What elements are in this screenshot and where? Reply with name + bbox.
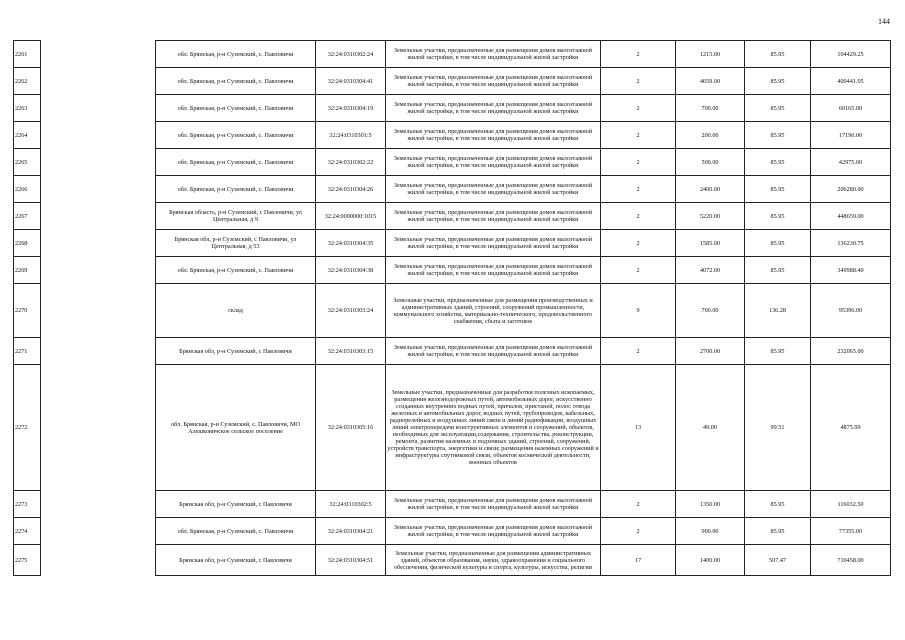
area-cell: 900.00 xyxy=(676,518,745,545)
address-cell: обл. Брянская, р-н Суземский, с. Павловичи xyxy=(156,176,316,203)
table-row xyxy=(14,68,891,95)
spacer-cell xyxy=(41,149,156,176)
cadastral-number-cell: 32:24:0310303:24 xyxy=(316,284,386,338)
table-row xyxy=(14,491,891,518)
area-cell: 5220.00 xyxy=(676,203,745,230)
cadastral-number-cell: 32:24:0310304:38 xyxy=(316,257,386,284)
group-code-cell: 2 xyxy=(601,338,676,365)
area-cell: 49.00 xyxy=(676,365,745,491)
group-code-cell: 2 xyxy=(601,176,676,203)
specific-value-cell: 85.95 xyxy=(745,122,811,149)
cadastral-value-cell: 17190.00 xyxy=(811,122,891,149)
spacer-cell xyxy=(41,230,156,257)
area-cell: 500.00 xyxy=(676,149,745,176)
address-cell: обл. Брянская, р-н Суземский, с. Павловичи xyxy=(156,68,316,95)
spacer-cell xyxy=(41,41,156,68)
spacer-cell xyxy=(41,95,156,122)
group-code-cell: 9 xyxy=(601,284,676,338)
table-row xyxy=(14,257,891,284)
row-number: 2272 xyxy=(14,365,41,491)
cadastral-value-cell: 710458.00 xyxy=(811,545,891,576)
permitted-use-cell: Земельные участки, предназначенные для размещения домов малоэтажной жилой застройки, в том числе индивидуальной жилой застройки xyxy=(386,518,601,545)
address-cell: обл. Брянская, р-н Суземский, с. Павловичи xyxy=(156,257,316,284)
permitted-use-cell: Земельные участки, предназначенные для размещения домов малоэтажной жилой застройки, в том числе индивидуальной жилой застройки xyxy=(386,41,601,68)
row-number: 2267 xyxy=(14,203,41,230)
page-number: 144 xyxy=(878,17,890,26)
group-code-cell: 2 xyxy=(601,230,676,257)
specific-value-cell: 85.95 xyxy=(745,257,811,284)
cadastral-value-cell: 349988.40 xyxy=(811,257,891,284)
group-code-cell: 2 xyxy=(601,518,676,545)
cadastral-number-cell: 32:24:0310304:19 xyxy=(316,95,386,122)
row-number: 2265 xyxy=(14,149,41,176)
address-cell: обл. Брянская, р-н Суземский, с. Павловичи xyxy=(156,122,316,149)
cadastral-value-cell: 116032.50 xyxy=(811,491,891,518)
table-row xyxy=(14,284,891,338)
address-cell: Брянская обл, р-н Суземский, с Павловичи xyxy=(156,338,316,365)
specific-value-cell: 85.95 xyxy=(745,68,811,95)
address-cell: обл. Брянская, р-н Суземский, с. Павловичи xyxy=(156,518,316,545)
permitted-use-cell: Земельные участки, предназначенные для размещения домов малоэтажной жилой застройки, в том числе индивидуальной жилой застройки xyxy=(386,257,601,284)
cadastral-value-cell: 77355.00 xyxy=(811,518,891,545)
row-number: 2262 xyxy=(14,68,41,95)
spacer-cell xyxy=(41,491,156,518)
specific-value-cell: 85.95 xyxy=(745,41,811,68)
cadastral-number-cell: 32:24:0310301:5 xyxy=(316,122,386,149)
address-cell: Брянская обл, р-н Суземский, с Павловичи xyxy=(156,491,316,518)
permitted-use-cell: Земельные участки, предназначенные для разработки полезных ископаемых, размещения железнодорожных путей, автомобильных дорог, искусственно созданных внутренних водных путей, причалов, пристаней, полос отвода железных и автомобильных дорог, водных путей, трубопроводов, кабельных, радиорелейных и воздушных линий связи и линий радиофикации, воздушных линий электропередачи конструктивных элементов и сооружений, объектов, необходимых для эксплуатации,содержания, строительства, реконструкции, ремонта, развития наземных и подземных зданий, строений, сооружений, устройств транспорта, энергетики и связи; размещения наземных сооружений и инфраструктуры спутниковой связи, объектов космической деятельности, военных объектов xyxy=(386,365,601,491)
table-row xyxy=(14,95,891,122)
cadastral-value-cell: 206280.00 xyxy=(811,176,891,203)
cadastral-number-cell: 32:24:0000000:1015 xyxy=(316,203,386,230)
cadastral-value-cell: 232065.00 xyxy=(811,338,891,365)
specific-value-cell: 85.95 xyxy=(745,176,811,203)
group-code-cell: 2 xyxy=(601,122,676,149)
row-number: 2273 xyxy=(14,491,41,518)
permitted-use-cell: Земельные участки, предназначенные для размещения домов малоэтажной жилой застройки, в том числе индивидуальной жилой застройки xyxy=(386,95,601,122)
address-cell: обл. Брянская, р-н Суземский, с. Павловичи xyxy=(156,95,316,122)
specific-value-cell: 507.47 xyxy=(745,545,811,576)
area-cell: 200.00 xyxy=(676,122,745,149)
cadastral-number-cell: 32:24:0310305:16 xyxy=(316,365,386,491)
row-number: 2271 xyxy=(14,338,41,365)
spacer-cell xyxy=(41,68,156,95)
table-row xyxy=(14,203,891,230)
cadastral-number-cell: 32:24:0310304:35 xyxy=(316,230,386,257)
specific-value-cell: 85.95 xyxy=(745,518,811,545)
row-number: 2268 xyxy=(14,230,41,257)
area-cell: 2700.00 xyxy=(676,338,745,365)
land-registry-table xyxy=(13,40,891,576)
area-cell: 4659.00 xyxy=(676,68,745,95)
table-row xyxy=(14,545,891,576)
row-number: 2263 xyxy=(14,95,41,122)
area-cell: 1215.00 xyxy=(676,41,745,68)
cadastral-value-cell: 95396.00 xyxy=(811,284,891,338)
row-number: 2270 xyxy=(14,284,41,338)
cadastral-number-cell: 32:24:0310302:5 xyxy=(316,491,386,518)
row-number: 2269 xyxy=(14,257,41,284)
area-cell: 700.00 xyxy=(676,284,745,338)
cadastral-number-cell: 32:24:0310304:21 xyxy=(316,518,386,545)
group-code-cell: 13 xyxy=(601,365,676,491)
spacer-cell xyxy=(41,365,156,491)
permitted-use-cell: Земельные участки, предназначенные для размещения административных зданий, объектов образования, науки, здравоохранения и социального обеспечения, физической культуры и спорта, культуры, искусства, религии xyxy=(386,545,601,576)
cadastral-number-cell: 32:24:0310304:41 xyxy=(316,68,386,95)
cadastral-value-cell: 4875.99 xyxy=(811,365,891,491)
cadastral-number-cell: 32:24:0310302:22 xyxy=(316,149,386,176)
spacer-cell xyxy=(41,338,156,365)
address-cell: обл. Брянская, р-н Суземский, с. Павловичи xyxy=(156,41,316,68)
row-number: 2266 xyxy=(14,176,41,203)
address-cell: склад xyxy=(156,284,316,338)
spacer-cell xyxy=(41,203,156,230)
table-row xyxy=(14,149,891,176)
permitted-use-cell: Земельные участки, предназначенные для размещения домов малоэтажной жилой застройки, в том числе индивидуальной жилой застройки xyxy=(386,338,601,365)
group-code-cell: 2 xyxy=(601,257,676,284)
group-code-cell: 17 xyxy=(601,545,676,576)
cadastral-value-cell: 136230.75 xyxy=(811,230,891,257)
area-cell: 700.00 xyxy=(676,95,745,122)
group-code-cell: 2 xyxy=(601,203,676,230)
cadastral-value-cell: 400441.05 xyxy=(811,68,891,95)
address-cell: Брянская обл, р-н Суземский, с Павловичи xyxy=(156,545,316,576)
spacer-cell xyxy=(41,518,156,545)
table-row xyxy=(14,365,891,491)
permitted-use-cell: Земельные участки, предназначенные для размещения домов малоэтажной жилой застройки, в том числе индивидуальной жилой застройки xyxy=(386,149,601,176)
permitted-use-cell: Земельные участки, предназначенные для размещения домов малоэтажной жилой застройки, в том числе индивидуальной жилой застройки xyxy=(386,68,601,95)
spacer-cell xyxy=(41,176,156,203)
group-code-cell: 2 xyxy=(601,68,676,95)
permitted-use-cell: Земельные участки, предназначенные для размещения домов малоэтажной жилой застройки, в том числе индивидуальной жилой застройки xyxy=(386,491,601,518)
specific-value-cell: 85.95 xyxy=(745,203,811,230)
cadastral-value-cell: 60165.00 xyxy=(811,95,891,122)
address-cell: обл. Брянская, р-н Суземский, с. Павловичи, МО Алешковичское сельское поселение xyxy=(156,365,316,491)
group-code-cell: 2 xyxy=(601,491,676,518)
specific-value-cell: 99.51 xyxy=(745,365,811,491)
specific-value-cell: 85.95 xyxy=(745,149,811,176)
specific-value-cell: 85.95 xyxy=(745,95,811,122)
row-number: 2274 xyxy=(14,518,41,545)
row-number: 2264 xyxy=(14,122,41,149)
group-code-cell: 2 xyxy=(601,41,676,68)
cadastral-number-cell: 32:24:0310303:15 xyxy=(316,338,386,365)
specific-value-cell: 85.95 xyxy=(745,230,811,257)
table-row xyxy=(14,518,891,545)
table-body xyxy=(14,41,891,576)
area-cell: 1400.00 xyxy=(676,545,745,576)
address-cell: Брянская обл, р-н Суземский, с Павловичи, ул Центральная, д 53 xyxy=(156,230,316,257)
permitted-use-cell: Земельные участки, предназначенные для размещения домов малоэтажной жилой застройки, в том числе индивидуальной жилой застройки xyxy=(386,176,601,203)
spacer-cell xyxy=(41,545,156,576)
address-cell: Брянская область, р-н Суземский, с Павловичи, ул Центральная, д 9 xyxy=(156,203,316,230)
spacer-cell xyxy=(41,284,156,338)
permitted-use-cell: Земельные участки, предназначенные для размещения производственных и административных зданий, строений, сооружений промышленности, коммунального хозяйства, материально-технического, продовольственного снабжения, сбыта и заготовок xyxy=(386,284,601,338)
area-cell: 1585.00 xyxy=(676,230,745,257)
row-number: 2261 xyxy=(14,41,41,68)
spacer-cell xyxy=(41,122,156,149)
permitted-use-cell: Земельные участки, предназначенные для размещения домов малоэтажной жилой застройки, в том числе индивидуальной жилой застройки xyxy=(386,122,601,149)
cadastral-number-cell: 32:24:0310302:24 xyxy=(316,41,386,68)
specific-value-cell: 85.95 xyxy=(745,338,811,365)
table-row xyxy=(14,230,891,257)
table-row xyxy=(14,122,891,149)
spacer-cell xyxy=(41,257,156,284)
area-cell: 2400.00 xyxy=(676,176,745,203)
permitted-use-cell: Земельные участки, предназначенные для размещения домов малоэтажной жилой застройки, в том числе индивидуальной жилой застройки xyxy=(386,203,601,230)
row-number: 2275 xyxy=(14,545,41,576)
group-code-cell: 2 xyxy=(601,95,676,122)
specific-value-cell: 136.28 xyxy=(745,284,811,338)
permitted-use-cell: Земельные участки, предназначенные для размещения домов малоэтажной жилой застройки, в том числе индивидуальной жилой застройки xyxy=(386,230,601,257)
address-cell: обл. Брянская, р-н Суземский, с. Павловичи xyxy=(156,149,316,176)
cadastral-value-cell: 104429.25 xyxy=(811,41,891,68)
cadastral-number-cell: 32:24:0310304:26 xyxy=(316,176,386,203)
specific-value-cell: 85.95 xyxy=(745,491,811,518)
cadastral-value-cell: 42975.00 xyxy=(811,149,891,176)
area-cell: 1350.00 xyxy=(676,491,745,518)
cadastral-value-cell: 448659.00 xyxy=(811,203,891,230)
cadastral-number-cell: 32:24:0310304:51 xyxy=(316,545,386,576)
table-row xyxy=(14,176,891,203)
group-code-cell: 2 xyxy=(601,149,676,176)
table-row xyxy=(14,41,891,68)
table-row xyxy=(14,338,891,365)
area-cell: 4072.00 xyxy=(676,257,745,284)
